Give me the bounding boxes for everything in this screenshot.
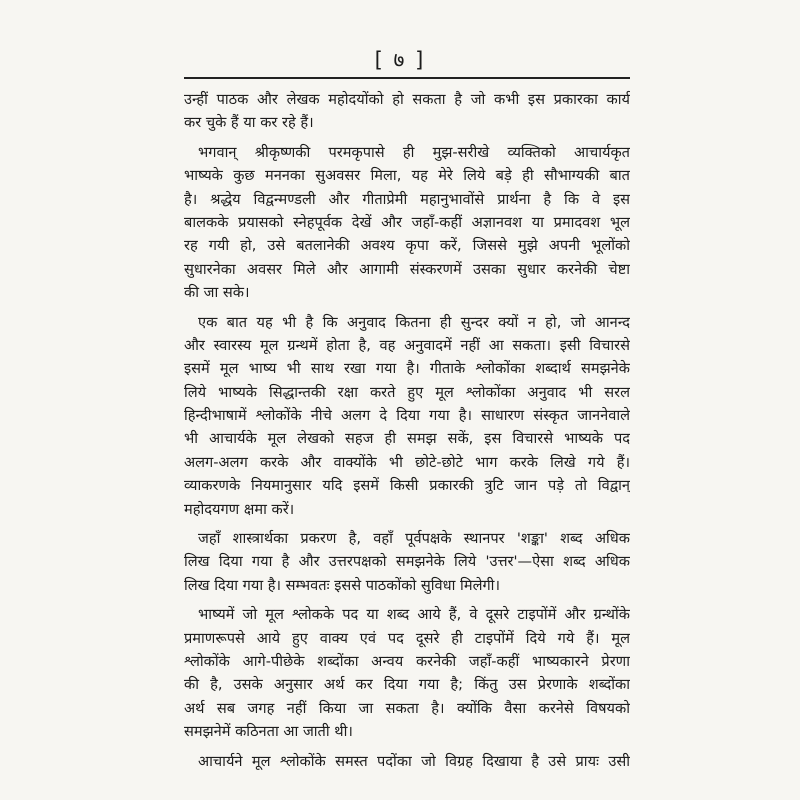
page-number: [ ७ ] <box>374 48 426 72</box>
text-line: लिये भाष्यके सिद्धान्तकी रक्षा करते हुए मूल श्लोकोंका अनुवाद भी सरल <box>184 383 630 401</box>
text-line: कर चुके हैं या कर रहे हैं। <box>184 114 314 132</box>
text-line: एक बात यह भी है कि अनुवाद कितना ही सुन्दर क्यों न हो, जो आनन्द <box>198 313 630 331</box>
page-header <box>0 46 800 74</box>
text-line: श्लोकोंके आगे-पीछेके शब्दोंका अन्वय करनेकी जहाँ-कहीं भाष्यकारने प्रेरणा <box>184 652 630 670</box>
text-line: है। श्रद्धेय विद्वन्मण्डली और गीताप्रेमी महानुभावोंसे प्रार्थना है कि वे इस <box>184 190 630 208</box>
document-body <box>184 88 630 773</box>
text-line: प्रमाणरूपसे आये हुए वाक्य एवं पद दूसरे ही टाइपोंमें दिये गये हैं। मूल <box>184 629 630 647</box>
text-line: उन्हीं पाठक और लेखक महोदयोंको हो सकता है जो कभी इस प्रकारका कार्य <box>184 91 630 108</box>
text-line: आचार्यने मूल श्लोकोंके समस्त पदोंका जो विग्रह दिखाया है उसे प्रायः उसी <box>198 752 630 770</box>
paragraph-4 <box>184 527 630 597</box>
text-line: समझनेमें कठिनता आ जाती थी। <box>184 723 353 741</box>
text-line: भाष्यमें जो मूल श्लोकके पद या शब्द आये हैं, वे दूसरे टाइपोंमें और ग्रन्थोंके <box>198 606 630 624</box>
paragraph-5 <box>184 603 630 743</box>
text-line: की जा सके। <box>184 284 250 302</box>
header-rule <box>184 77 630 79</box>
text-line: भी आचार्यके मूल लेखको सहज ही समझ सकें, इस विचारसे भाष्यके पद <box>184 430 630 448</box>
text-line: और स्वारस्य मूल ग्रन्थमें होता है, वह अनुवादमें नहीं आ सकता। इसी विचारसे <box>184 336 630 354</box>
text-line: इसमें मूल भाष्य भी साथ रखा गया है। गीताके श्लोकोंका शब्दार्थ समझनेके <box>184 360 630 378</box>
text-line: भाष्यके कुछ मननका सुअवसर मिला, यह मेरे लिये बड़े ही सौभाग्यकी बात <box>184 167 630 185</box>
text-line: व्याकरणके नियमानुसार यदि इसमें किसी प्रकारकी त्रुटि जान पड़े तो विद्वान् <box>184 477 630 495</box>
text-line: जहाँ शास्त्रार्थका प्रकरण है, वहाँ पूर्वपक्षके स्थानपर 'शङ्का' शब्द अधिक <box>198 530 630 548</box>
text-line: रह गयी हो, उसे बतलानेकी अवश्य कृपा करें, जिससे मुझे अपनी भूलोंको <box>184 237 630 255</box>
text-line: बालकके प्रयासको स्नेहपूर्वक देखें और जहाँ-कहीं अज्ञानवश या प्रमादवश भूल <box>184 213 630 231</box>
text-line: महोदयगण क्षमा करें। <box>184 500 295 518</box>
paragraph-1 <box>184 88 630 135</box>
text-line: की है, उसके अनुसार अर्थ कर दिया गया है; किंतु उस प्रेरणाके शब्दोंका <box>184 676 630 694</box>
paragraph-6 <box>184 750 630 773</box>
text-line: अलग-अलग करके और वाक्योंके भी छोटे-छोटे भाग करके लिखे गये हैं। <box>184 453 630 471</box>
paragraph-2 <box>184 141 630 305</box>
paragraph-3 <box>184 311 630 522</box>
text-line: लिख दिया गया है। सम्भवतः इससे पाठकोंको सुविधा मिलेगी। <box>184 576 500 594</box>
text-line: हिन्दीभाषामें श्लोकोंके नीचे अलग दे दिया गया है। साधारण संस्कृत जाननेवाले <box>184 407 630 425</box>
text-line: अर्थ सब जगह नहीं किया जा सकता है। क्योंकि वैसा करनेसे विषयको <box>184 699 630 717</box>
text-line: सुधारनेका अवसर मिले और आगामी संस्करणमें उसका सुधार करनेकी चेष्टा <box>184 260 630 278</box>
text-line: लिख दिया गया है और उत्तरपक्षको समझनेके लिये 'उत्तर'—ऐसा शब्द अधिक <box>184 553 630 571</box>
text-line: भगवान् श्रीकृष्णकी परमकृपासे ही मुझ-सरीखे व्यक्तिको आचार्यकृत <box>198 143 630 161</box>
